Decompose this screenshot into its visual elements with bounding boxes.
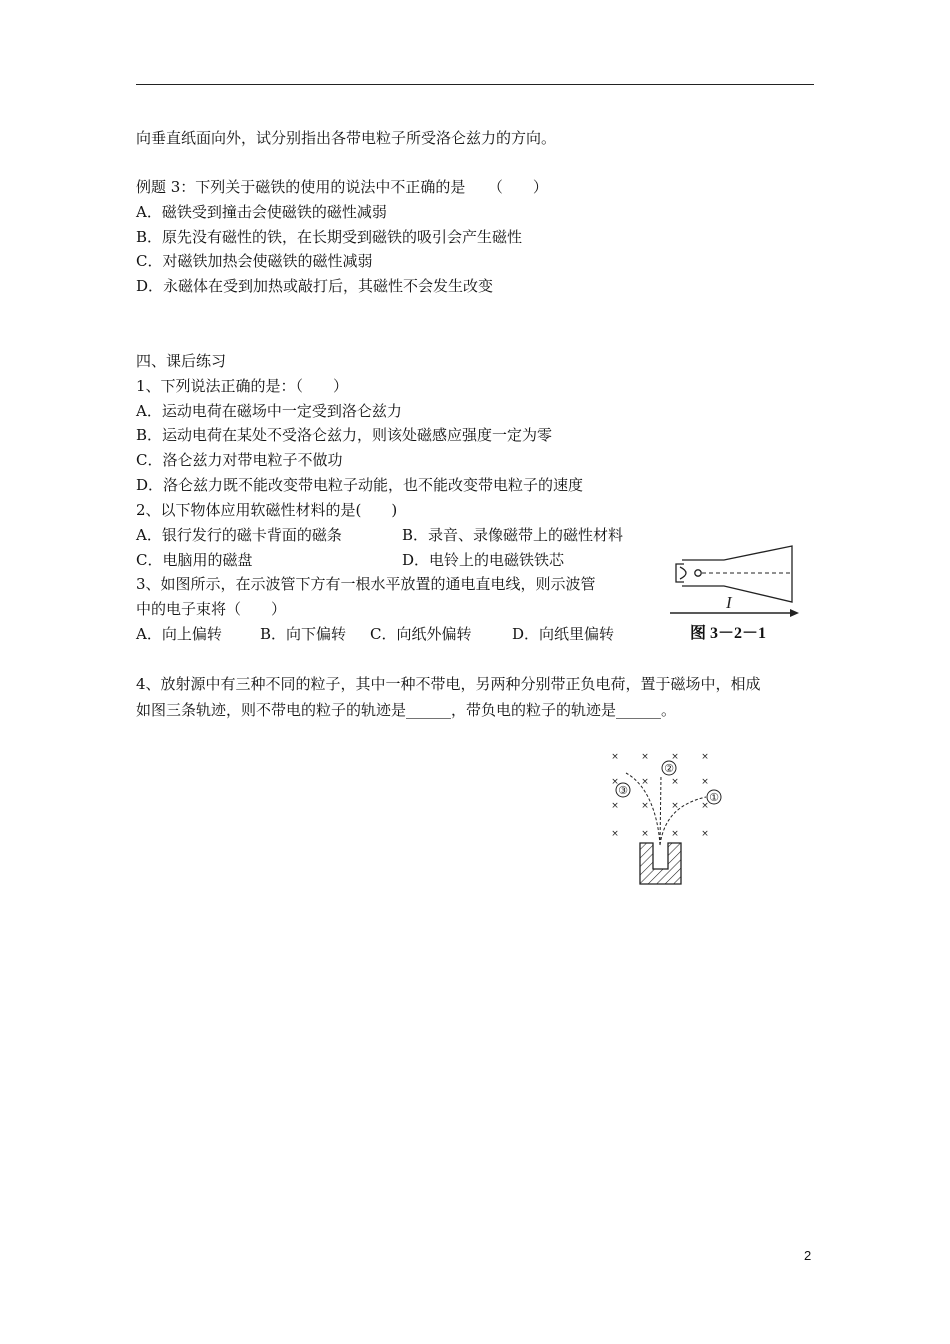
page-number: 2: [804, 1248, 812, 1263]
figure-caption: 图 3－2－1: [690, 625, 767, 642]
particle-tracks-figure: [600, 745, 735, 890]
svg-text:×: ×: [611, 752, 619, 762]
svg-text:×: ×: [641, 801, 649, 811]
q2-question: 2、以下物体应用软磁性材料的是( ): [136, 501, 398, 519]
svg-text:×: ×: [671, 801, 679, 811]
q3-option-c: C．向纸外偏转: [370, 625, 472, 643]
svg-text:×: ×: [611, 777, 619, 787]
q2-option-a: A．银行发行的磁卡背面的磁条: [136, 526, 342, 544]
example3-question: 例题 3：下列关于磁铁的使用的说法中不正确的是 （ ）: [136, 178, 548, 196]
svg-text:×: ×: [701, 777, 709, 787]
q1-option-a: A．运动电荷在磁场中一定受到洛仑兹力: [136, 402, 402, 420]
q3-option-d: D．向纸里偏转: [512, 625, 615, 643]
q3-option-b: B．向下偏转: [260, 625, 347, 643]
q4-line1: 4、放射源中有三种不同的粒子，其中一种不带电，另两种分别带正负电荷，置于磁场中，相成: [136, 675, 761, 693]
svg-text:×: ×: [701, 752, 709, 762]
example3-option-a: A．磁铁受到撞击会使磁铁的磁性减弱: [136, 203, 387, 221]
track-label-2: ②: [664, 762, 674, 775]
oscilloscope-figure: [662, 540, 802, 620]
svg-text:×: ×: [641, 829, 649, 839]
header-rule: [136, 84, 814, 85]
svg-text:×: ×: [611, 829, 619, 839]
q3-line1: 3、如图所示，在示波管下方有一根水平放置的通电直电线，则示波管: [136, 575, 596, 593]
svg-text:×: ×: [701, 829, 709, 839]
q1-question: 1、下列说法正确的是：（ ）: [136, 377, 349, 395]
example3-option-c: C．对磁铁加热会使磁铁的磁性减弱: [136, 252, 373, 270]
svg-text:×: ×: [671, 777, 679, 787]
current-label: I: [726, 593, 732, 612]
svg-text:×: ×: [671, 829, 679, 839]
q3-option-a: A．向上偏转: [136, 625, 222, 643]
q1-option-d: D．洛仑兹力既不能改变带电粒子动能，也不能改变带电粒子的速度: [136, 476, 584, 494]
q2-option-d: D．电铃上的电磁铁铁芯: [402, 551, 565, 569]
track-label-1: ①: [709, 791, 719, 804]
q2-option-b: B．录音、录像磁带上的磁性材料: [402, 526, 624, 544]
intro-line: 向垂直纸面向外，试分别指出各带电粒子所受洛仑兹力的方向。: [136, 129, 557, 147]
svg-text:×: ×: [641, 777, 649, 787]
q4-line2: 如图三条轨迹，则不带电的粒子的轨迹是______，带负电的粒子的轨迹是______。: [136, 701, 677, 719]
svg-text:×: ×: [671, 752, 679, 762]
q2-option-c: C．电脑用的磁盘: [136, 551, 253, 569]
q3-line2: 中的电子束将（ ）: [136, 600, 287, 618]
svg-text:×: ×: [611, 801, 619, 811]
svg-text:×: ×: [701, 801, 709, 811]
radioactive-source: [640, 843, 681, 884]
example3-option-b: B．原先没有磁性的铁，在长期受到磁铁的吸引会产生磁性: [136, 228, 523, 246]
q1-option-c: C．洛仑兹力对带电粒子不做功: [136, 451, 343, 469]
example3-option-d: D．永磁体在受到加热或敲打后，其磁性不会发生改变: [136, 277, 494, 295]
section4-heading: 四、课后练习: [136, 352, 227, 370]
track-label-3: ③: [618, 784, 628, 797]
svg-text:×: ×: [641, 752, 649, 762]
q1-option-b: B．运动电荷在某处不受洛仑兹力，则该处磁感应强度一定为零: [136, 426, 553, 444]
